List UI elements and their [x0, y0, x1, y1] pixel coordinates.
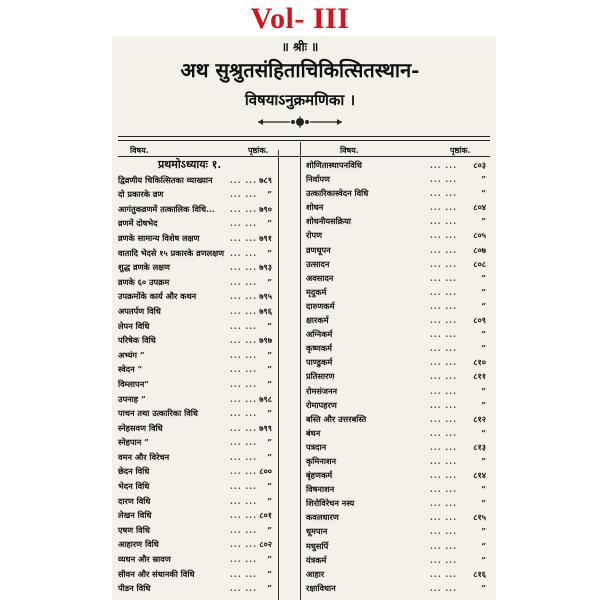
entry-title: व्रणके सामान्य विशेष लक्षण [118, 232, 200, 243]
entry-page-number: ८१२ [473, 413, 486, 424]
entry-page-number: ” [481, 399, 486, 410]
leader-dots: ... ... [230, 174, 257, 185]
index-entry [118, 275, 298, 290]
index-entry [118, 377, 298, 392]
ornament-divider [258, 115, 342, 129]
entry-title: स्वेदन ” [118, 364, 143, 375]
leader-dots: ... ... [230, 437, 257, 448]
entry-title: मृदुकर्म [306, 286, 327, 297]
left-subject-header: विषय. [130, 145, 149, 155]
entry-title: भेदन विधि [118, 481, 150, 492]
leader-dots: ... ... [430, 160, 457, 170]
index-entry [118, 187, 298, 202]
entry-title: व्रणके ६० उपक्रम [118, 276, 170, 287]
index-entry [306, 369, 490, 383]
entry-page-number: ” [267, 364, 272, 375]
entry-page-number: ” [481, 343, 486, 354]
entry-title: पीडन विधि [118, 583, 151, 594]
index-entry [118, 479, 298, 494]
entry-title: कवलधारण [306, 512, 339, 523]
entry-title: स्नेहपान ” [118, 437, 149, 448]
entry-title: एषण विधि [118, 524, 150, 535]
leader-dots: ... ... [230, 481, 257, 492]
entry-title: आहारण विधि [118, 539, 159, 550]
leader-dots: ... ... [230, 232, 257, 243]
entry-page-number: ” [481, 329, 486, 340]
index-entry [118, 333, 298, 348]
leader-dots: ... ... [430, 371, 457, 382]
leader-dots: ... ... [430, 470, 457, 481]
entry-page-number: ७९९ [259, 422, 272, 433]
chapter-heading: प्रथमोऽध्यायः १. [158, 158, 222, 171]
entry-title: यंत्रकर्म [306, 554, 327, 565]
leader-dots: ... ... [430, 216, 457, 227]
entry-title: परिषेक विधि [118, 335, 156, 346]
entry-page-number: ” [267, 554, 272, 565]
entry-page-number: ” [481, 188, 486, 199]
entry-page-number: ८०० [259, 466, 272, 477]
index-entry [118, 304, 298, 319]
leader-dots: ... ... [430, 357, 457, 368]
index-entry [118, 523, 298, 538]
entry-title: शिरोविरेचन नस्य [306, 498, 355, 509]
entry-title: अपतर्पण विधि [118, 305, 161, 316]
index-entry [306, 412, 490, 426]
entry-page-number: ” [267, 451, 272, 462]
leader-dots: ... ... [430, 315, 457, 326]
entry-title: शुद्ध व्रणके लक्षण [118, 262, 170, 273]
leader-dots: ... ... [230, 466, 257, 477]
entry-page-number: ८०८ [473, 258, 486, 269]
index-entry [306, 384, 490, 398]
entry-title: व्रणधूपन [306, 244, 331, 255]
index-entry [306, 496, 490, 510]
index-entry [118, 246, 298, 261]
entry-page-number: ८०७ [473, 244, 486, 255]
index-entry [118, 435, 298, 450]
leader-dots: ... ... [230, 335, 257, 346]
leader-dots: ... ... [430, 343, 457, 354]
entry-title: कृष्णकर्म [306, 343, 333, 354]
entry-title: अग्निकर्म [306, 329, 333, 340]
entry-title: रक्षाविधान [306, 582, 336, 593]
entry-page-number: ८१५ [473, 512, 486, 523]
index-entry [306, 158, 490, 172]
leader-dots: ... ... [430, 413, 457, 424]
index-entry [306, 567, 490, 581]
entry-page-number: ७९३ [259, 262, 272, 273]
entry-title: धूमपान [306, 526, 328, 537]
index-entry [118, 173, 298, 188]
entry-title: उत्सादन [306, 258, 330, 269]
entry-page-number: ” [481, 540, 486, 551]
entry-title: अवसादन [306, 272, 334, 283]
index-entry [306, 271, 490, 285]
entry-page-number: ” [267, 495, 272, 506]
entry-page-number: ” [481, 174, 486, 185]
entry-page-number: ” [481, 484, 486, 495]
entry-page-number: ७८९ [259, 174, 272, 185]
entry-page-number: ८०९ [473, 315, 486, 326]
leader-dots: ... ... [430, 300, 457, 311]
index-entry [118, 567, 298, 582]
entry-title: शोणितास्थापनविधि [306, 160, 362, 170]
index-entry [118, 362, 298, 377]
entry-title: आगंतुकव्रणमें तत्कालिक विधि... [118, 203, 215, 214]
entry-page-number: ७९७ [259, 335, 272, 346]
entry-page-number: ” [267, 568, 272, 579]
entry-page-number: ” [267, 218, 272, 229]
entry-page-number: ” [267, 378, 272, 389]
index-entry [306, 398, 490, 412]
index-entry [306, 327, 490, 341]
leader-dots: ... ... [430, 540, 457, 551]
entry-title: विम्लापन” [118, 378, 149, 389]
entry-title: पाण्डुकर्म [306, 357, 333, 368]
index-entry [118, 231, 298, 246]
entry-title: रोमसंजनन [306, 385, 338, 396]
leader-dots: ... ... [230, 583, 257, 594]
index-entry [306, 299, 490, 313]
index-entry [306, 454, 490, 468]
entry-page-number: ” [481, 300, 486, 311]
entry-title: उपक्रमोंके कार्य और कथन [118, 291, 197, 302]
column-divider [300, 142, 301, 600]
leader-dots: ... ... [430, 258, 457, 269]
index-entry [118, 406, 298, 421]
entry-page-number: ” [481, 272, 486, 283]
leader-dots: ... ... [230, 189, 257, 200]
entry-title: निर्वापण [306, 174, 330, 185]
leader-dots: ... ... [430, 385, 457, 396]
entry-title: स्नेहसवण विधि [118, 422, 163, 433]
right-page-header: पृष्ठांक. [450, 145, 471, 155]
entry-page-number: ” [267, 276, 272, 287]
header-rule-top [118, 136, 490, 137]
entry-page-number: ८११ [473, 371, 486, 382]
entry-title: दारुणकर्म [306, 300, 335, 311]
index-entry [306, 172, 490, 186]
entry-page-number: ८०१ [259, 510, 272, 521]
right-subject-header: विषय. [340, 145, 359, 155]
leader-dots: ... ... [230, 422, 257, 433]
index-entry [118, 508, 298, 523]
entry-page-number: ” [481, 455, 486, 466]
leader-dots: ... ... [230, 349, 257, 360]
index-entry [118, 494, 298, 509]
entry-title: उत्कारिकास्वेदन विधि [306, 188, 369, 199]
leader-dots: ... ... [230, 203, 257, 214]
invocation: ॥ श्रीः ॥ [281, 40, 319, 54]
leader-dots: ... ... [230, 568, 257, 579]
entry-page-number: ७९८ [259, 393, 272, 404]
entry-page-number: ७९६ [259, 305, 272, 316]
header-rule-bottom [118, 140, 490, 141]
index-entry [306, 186, 490, 200]
entry-title: मधुसर्पि [306, 540, 329, 551]
index-entry [306, 341, 490, 355]
index-entry [306, 355, 490, 369]
index-entry [118, 202, 298, 217]
leader-dots: ... ... [430, 568, 457, 579]
leader-dots: ... ... [230, 408, 257, 419]
entry-title: उपनाह ” [118, 393, 146, 404]
entry-page-number: ८१४ [473, 470, 486, 481]
entry-title: रोपण [306, 230, 323, 241]
leader-dots: ... ... [430, 399, 457, 410]
column-header-rule [118, 156, 490, 157]
entry-title: वातादि भेदसे १५ प्रकारके व्रणलक्षण [118, 247, 225, 258]
entry-page-number: ” [481, 385, 486, 396]
entry-title: दो प्रकारके व्रण [118, 189, 164, 200]
leader-dots: ... ... [230, 393, 257, 404]
entry-page-number: ” [267, 189, 272, 200]
entry-page-number: ” [267, 583, 272, 594]
leader-dots: ... ... [230, 247, 257, 258]
index-entry [118, 289, 298, 304]
leader-dots: ... ... [430, 554, 457, 565]
entry-title: लेपन विधि [118, 320, 150, 331]
entry-page-number: ८०५ [473, 230, 486, 241]
entry-page-number: ” [481, 498, 486, 509]
left-page-header: पृष्ठांक. [248, 145, 269, 155]
index-entry [306, 510, 490, 524]
index-entry [118, 450, 298, 465]
index-entry [306, 553, 490, 567]
index-entry [306, 539, 490, 553]
leader-dots: ... ... [230, 510, 257, 521]
entry-page-number: ७९० [259, 203, 272, 214]
index-entry [306, 228, 490, 242]
page-title: अथ सुश्रुतसंहिताचिकित्सितस्थान- [180, 58, 420, 82]
entry-title: प्रतिसारण [306, 371, 335, 382]
entry-page-number: ” [267, 408, 272, 419]
entry-title: बस्ति और उत्तरबस्ति [306, 413, 367, 424]
index-entry [118, 421, 298, 436]
entry-title: व्रणमें दोषभेद [118, 218, 158, 229]
leader-dots: ... ... [230, 291, 257, 302]
entry-page-number: ” [481, 286, 486, 297]
entry-page-number: ” [481, 582, 486, 593]
entry-title: शोधनीयसक्रिया [306, 216, 351, 227]
entry-page-number: ७९१ [259, 232, 272, 243]
entry-page-number: ” [267, 437, 272, 448]
entry-page-number: ” [267, 524, 272, 535]
index-entry [306, 426, 490, 440]
entry-page-number: ” [481, 554, 486, 565]
entry-title: रोमापहरण [306, 399, 337, 410]
entry-page-number: ” [267, 481, 272, 492]
leader-dots: ... ... [430, 230, 457, 241]
entry-title: बृंहणकर्म [306, 470, 333, 481]
entry-title: द्विव्रणीय चिकित्सितका व्याख्यान [118, 174, 213, 185]
entry-title: कृमिनाशन [306, 455, 337, 466]
leader-dots: ... ... [430, 455, 457, 466]
entry-title: बंधन [306, 427, 321, 438]
leader-dots: ... ... [430, 286, 457, 297]
leader-dots: ... ... [430, 272, 457, 283]
index-entry [306, 468, 490, 482]
entry-page-number: ” [481, 427, 486, 438]
leader-dots: ... ... [430, 427, 457, 438]
index-entry [306, 257, 490, 271]
index-entry [118, 552, 298, 567]
leader-dots: ... ... [230, 378, 257, 389]
leader-dots: ... ... [230, 554, 257, 565]
entry-title: विषनाशन [306, 484, 335, 495]
entry-page-number: ” [267, 349, 272, 360]
index-entry [118, 260, 298, 275]
page-subtitle: विषयाऽनुक्रमणिका । [244, 91, 356, 109]
entry-page-number: ७९५ [259, 291, 272, 302]
leader-dots: ... ... [430, 188, 457, 199]
leader-dots: ... ... [230, 276, 257, 287]
volume-label: Vol- III [250, 2, 350, 35]
leader-dots: ... ... [430, 202, 457, 213]
entry-title: वमन और विरेचन [118, 451, 170, 462]
index-entry [118, 158, 298, 173]
entry-page-number: ८०२ [259, 539, 272, 550]
entry-title: लेखन विधि [118, 510, 152, 521]
leader-dots: ... ... [430, 244, 457, 255]
index-entry [306, 200, 490, 214]
entry-title: आहार [306, 568, 325, 579]
right-index-column [306, 158, 490, 595]
entry-title: पत्रदान [306, 441, 327, 452]
index-entry [306, 214, 490, 228]
index-entry [306, 524, 490, 538]
leader-dots: ... ... [230, 524, 257, 535]
index-entry [306, 581, 490, 595]
leader-dots: ... ... [230, 539, 257, 550]
leader-dots: ... ... [230, 495, 257, 506]
index-entry [118, 216, 298, 231]
entry-page-number: ८१३ [473, 441, 486, 452]
leader-dots: ... ... [230, 218, 257, 229]
leader-dots: ... ... [430, 441, 457, 452]
entry-title: व्यधन और स्रावण [118, 554, 171, 565]
entry-page-number: ८०४ [473, 202, 486, 213]
index-entry [118, 581, 298, 596]
index-entry [306, 285, 490, 299]
entry-title: दारण विधि [118, 495, 151, 506]
leader-dots: ... ... [430, 498, 457, 509]
leader-dots: ... ... [430, 512, 457, 523]
entry-page-number: ८०३ [473, 160, 486, 170]
index-entry [118, 348, 298, 363]
leader-dots: ... ... [230, 305, 257, 316]
leader-dots: ... ... [230, 262, 257, 273]
leader-dots: ... ... [430, 174, 457, 185]
entry-title: क्षारकर्म [306, 315, 329, 326]
index-entry [306, 482, 490, 496]
index-entry [118, 392, 298, 407]
entry-page-number: ” [481, 216, 486, 227]
index-entry [306, 313, 490, 327]
entry-page-number: ८१० [473, 357, 486, 368]
index-entry [306, 440, 490, 454]
index-entry [118, 537, 298, 552]
entry-page-number: ” [267, 320, 272, 331]
entry-title: छेदन विधि [118, 466, 150, 477]
entry-page-number: ” [481, 526, 486, 537]
entry-title: अभ्यंग ” [118, 349, 145, 360]
entry-page-number: ” [267, 247, 272, 258]
leader-dots: ... ... [230, 320, 257, 331]
leader-dots: ... ... [430, 582, 457, 593]
leader-dots: ... ... [230, 364, 257, 375]
left-index-column [118, 158, 298, 596]
entry-title: सीवन और संधानकी विधि [118, 568, 195, 579]
index-entry [118, 319, 298, 334]
leader-dots: ... ... [230, 451, 257, 462]
index-entry [118, 464, 298, 479]
index-entry [306, 243, 490, 257]
entry-title: पाचन तथा उत्कारिका विधि [118, 408, 198, 419]
entry-title: शोधन [306, 202, 324, 213]
entry-page-number: ८१६ [473, 568, 486, 579]
leader-dots: ... ... [430, 484, 457, 495]
leader-dots: ... ... [430, 526, 457, 537]
leader-dots: ... ... [430, 329, 457, 340]
